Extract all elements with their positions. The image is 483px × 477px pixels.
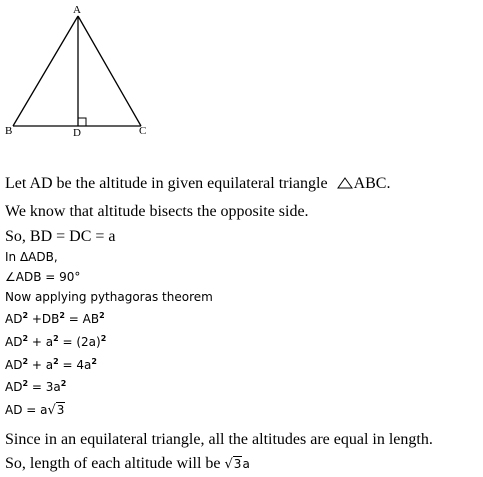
line-3: So, BD = DC = a: [5, 228, 116, 245]
line-1-abc: ABC.: [353, 175, 391, 192]
equation-3: $AD^2 + a^2 = 4a^2$: [5, 357, 97, 372]
line-4: In ΔADB,: [5, 250, 58, 264]
line-5: ∠ADB = 90°: [5, 270, 81, 284]
triangle-figure: [0, 0, 170, 140]
equation-4: $AD^2 = 3a^2$: [5, 379, 67, 394]
line-1-text: Let AD be the altitude in given equilateral triangle: [5, 175, 328, 192]
line-2: We know that altitude bisects the opposite side.: [5, 203, 309, 220]
vertex-label-c: C: [139, 125, 147, 137]
altitude-result: √3a: [224, 457, 250, 472]
line-12: Since in an equilateral triangle, all the altitudes are equal in length.: [5, 431, 433, 448]
line-6: Now applying pythagoras theorem: [5, 290, 213, 304]
line-13: So, length of each altitude will be √3a: [5, 455, 250, 472]
equation-1: $AD^2 +DB^2 = AB^2$: [5, 311, 105, 326]
triangle-symbol-icon: [337, 177, 353, 189]
vertex-label-d: D: [73, 127, 81, 139]
side-ab: [13, 16, 78, 126]
sqrt-3-term: √3: [47, 403, 65, 418]
right-angle-mark: [78, 118, 86, 126]
line-1: [5, 175, 390, 193]
equation-5: AD = a√3: [5, 403, 65, 418]
vertex-label-b: B: [5, 125, 13, 137]
vertex-label-a: A: [73, 4, 81, 16]
side-ac: [78, 16, 141, 126]
equation-2: $AD^2 + a^2 = (2a)^2$: [5, 334, 107, 349]
